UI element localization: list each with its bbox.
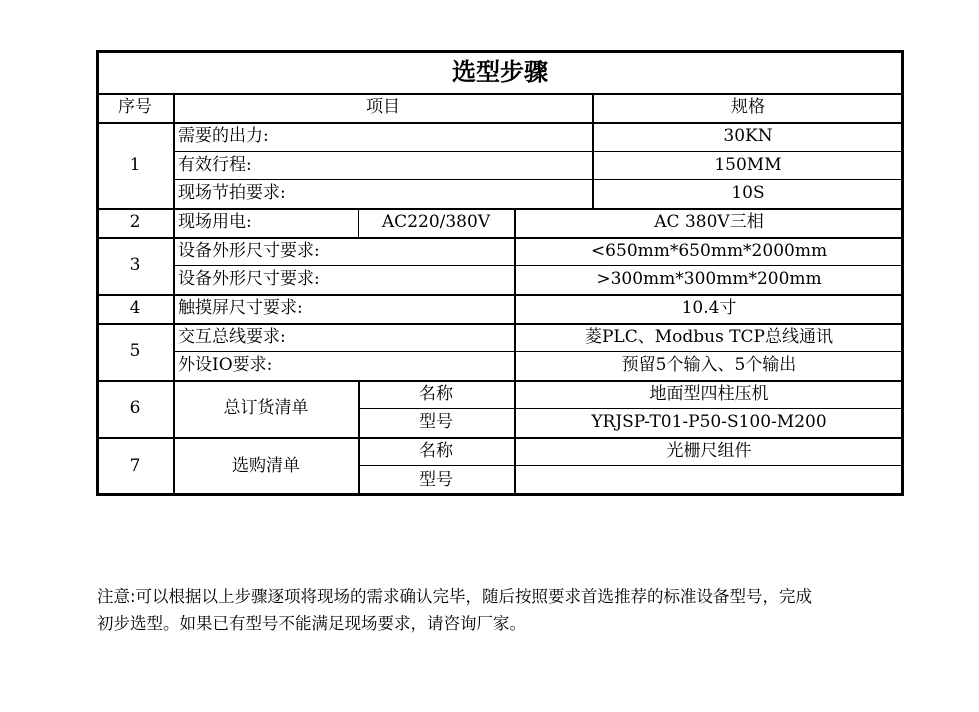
- row-2-sub: AC220/380V: [381, 212, 491, 232]
- row-4-label: 触摸屏尺寸要求:: [178, 298, 303, 318]
- rule: [592, 93, 594, 208]
- note-line-1: 注意:可以根据以上步骤逐项将现场的需求确认完毕，随后按照要求首选推荐的标准设备型号，完成: [97, 587, 813, 606]
- row-1-value-cycle: 10S: [731, 183, 765, 203]
- row-7-number: 7: [129, 455, 141, 476]
- row-7-value-model: [514, 465, 904, 495]
- row-1-number: 1: [129, 154, 141, 175]
- border-top: [96, 50, 904, 53]
- border-right: [901, 50, 904, 495]
- note: [97, 583, 917, 637]
- rule: [358, 408, 904, 409]
- row-6-number: 6: [129, 398, 141, 418]
- row-2-number: 2: [129, 212, 141, 232]
- row-5-value-bus: 菱PLC、Modbus TCP总线通讯: [584, 326, 833, 347]
- rule: [174, 265, 904, 266]
- row-1-value-stroke: 150MM: [714, 154, 782, 175]
- row-1-label-cycle: 现场节拍要求:: [178, 183, 286, 203]
- rule: [96, 237, 904, 239]
- row-7-field-model: 型号: [419, 469, 453, 490]
- row-5-value-io: 预留5个输入、5个输出: [621, 355, 797, 375]
- border-bottom: [96, 493, 904, 496]
- rule: [174, 351, 904, 352]
- row-7-group: 选购清单: [232, 455, 300, 476]
- row-7-field-name: 名称: [419, 440, 453, 461]
- row-5-label-io: 外设IO要求:: [178, 355, 273, 375]
- row-6-group: 总订货清单: [223, 398, 309, 418]
- row-2-label: 现场用电:: [178, 212, 252, 232]
- rule: [358, 208, 359, 237]
- note-line-2: 初步选型。如果已有型号不能满足现场要求，请咨询厂家。: [97, 614, 526, 633]
- row-2-value: AC 380V三相: [654, 212, 764, 232]
- row-3-value-min: >300mm*300mm*200mm: [596, 269, 822, 289]
- rule: [96, 380, 904, 382]
- rule: [96, 323, 904, 325]
- row-3-value-max: <650mm*650mm*2000mm: [590, 240, 828, 261]
- rule: [358, 465, 904, 466]
- row-6-value-name: 地面型四柱压机: [649, 383, 769, 404]
- row-3-number: 3: [129, 255, 141, 275]
- row-1-label-force: 需要的出力:: [178, 126, 269, 146]
- row-5-label-bus: 交互总线要求:: [178, 326, 286, 347]
- rule: [96, 208, 904, 210]
- row-4-number: 4: [129, 298, 141, 318]
- row-6-field-model: 型号: [419, 412, 453, 432]
- row-1-value-force: 30KN: [723, 126, 773, 146]
- rule: [174, 179, 904, 180]
- row-7-value-name: 光栅尺组件: [666, 440, 752, 461]
- header-no: 序号: [118, 97, 152, 117]
- rule: [96, 437, 904, 439]
- selection-table: [96, 50, 904, 495]
- row-6-field-name: 名称: [419, 383, 453, 404]
- table-title: 选型步骤: [452, 57, 548, 86]
- header-spec: 规格: [731, 97, 765, 117]
- rule: [173, 93, 175, 495]
- border-left: [96, 50, 99, 495]
- row-6-value-model: YRJSP-T01-P50-S100-M200: [591, 412, 827, 432]
- rule: [358, 380, 360, 495]
- rule: [96, 294, 904, 296]
- row-4-value: 10.4寸: [681, 298, 737, 318]
- rule: [96, 122, 904, 124]
- row-3-label-max: 设备外形尺寸要求:: [178, 240, 320, 261]
- rule: [174, 151, 904, 152]
- row-5-number: 5: [129, 341, 141, 361]
- row-1-label-stroke: 有效行程:: [178, 154, 252, 175]
- header-item: 项目: [366, 97, 400, 117]
- rule: [96, 93, 904, 95]
- rule: [514, 208, 516, 495]
- row-3-label-min: 设备外形尺寸要求:: [178, 269, 320, 289]
